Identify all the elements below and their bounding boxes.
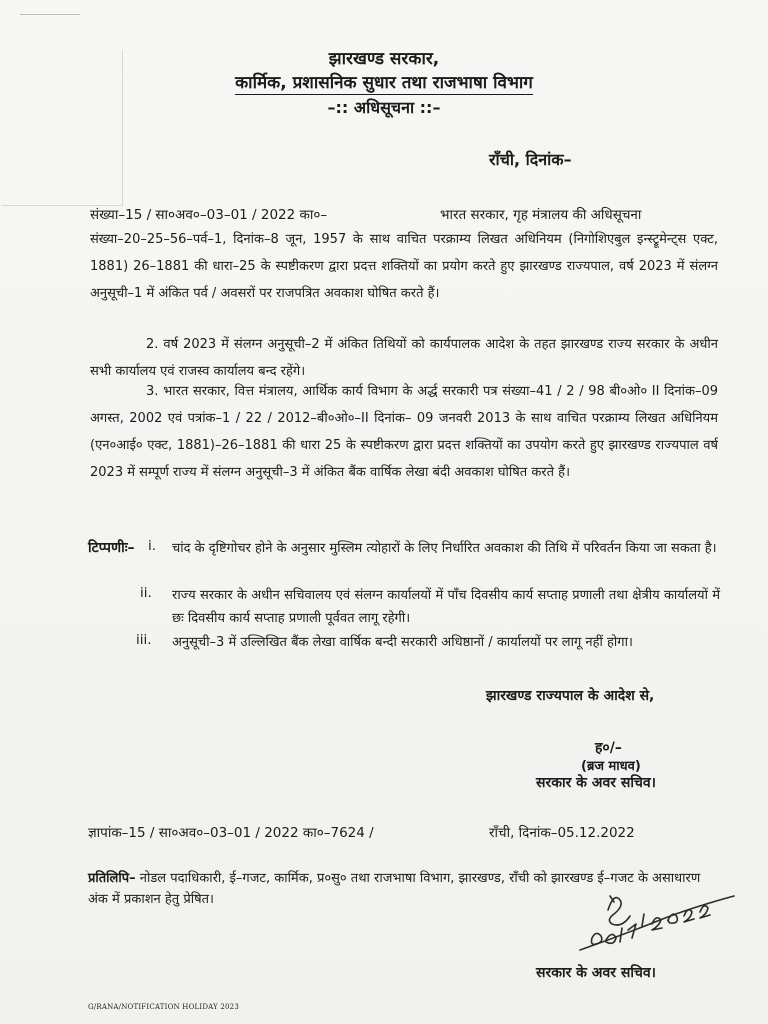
note-number: ii. <box>140 585 152 601</box>
handwritten-signature-icon <box>570 880 750 960</box>
reference-number: संख्या–15 / सा०अव०–03–01 / 2022 का०– <box>90 207 328 223</box>
memo-date: राँची, दिनांक–05.12.2022 <box>489 825 635 841</box>
place-date: राँची, दिनांक– <box>489 150 572 169</box>
note-text: चांद के दृष्टिगोचर होने के अनुसार मुस्लिम त्योहारों के लिए निर्धारित अवकाश की तिथि में परिवर्तन किया जा सकता है। <box>172 541 717 556</box>
memo-number: ज्ञापांक–15 / सा०अव०–03–01 / 2022 का०–7624 / <box>88 825 374 841</box>
notes-label: टिप्पणीः– <box>88 540 135 556</box>
signatory-designation: सरकार के अवर सचिव। <box>536 775 656 791</box>
scan-mark <box>20 14 80 15</box>
note-number: i. <box>148 538 157 554</box>
footer-designation: सरकार के अवर सचिव। <box>536 965 656 981</box>
signatory-name: (ब्रज माधव) <box>581 759 641 774</box>
note-number: iii. <box>136 632 152 648</box>
file-reference: G/RANA/NOTIFICATION HOLIDAY 2023 <box>88 1003 239 1011</box>
department-title-text: कार्मिक, प्रशासनिक सुधार तथा राजभाषा विभाग <box>235 73 533 93</box>
copy-label: प्रतिलिपि– <box>88 871 136 886</box>
reference-lead: भारत सरकार, गृह मंत्रालय की अधिसूचना <box>440 207 642 223</box>
order-line: झारखण्ड राज्यपाल के आदेश से, <box>486 688 655 704</box>
paragraph-3: 3. भारत सरकार, वित्त मंत्रालय, आर्थिक कार्य विभाग के अर्द्ध सरकारी पत्र संख्या–41 / 2 / 98 बी०ओ० II दिनांक–09 अगस्त, 2002 एवं पत्रांक–1 / 22 / 2012–बी०ओ०–II दिनांक– 09 जनवरी 2013 के साथ वाचित परक्राम्य लिखत अधिनियम (एन०आई० एक्ट, 1881)–26–1881 की धारा 25 के स्पष्टीकरण द्वारा प्रदत्त शक्तियों का उपयोग करते हुए झारखण्ड राज्यपाल वर्ष 2023 में सम्पूर्ण राज्य में संलग्न अनुसूची–3 में अंकित बैंक वार्षिक लेखा बंदी अवकाश घोषित करते हैं। <box>90 384 718 480</box>
paragraph-2: 2. वर्ष 2023 में संलग्न अनुसूची–2 में अंकित तिथियों को कार्यपालक आदेश के तहत झारखण्ड राज्य सरकार के अधीन सभी कार्यालय एवं राजस्व कार्यालय बन्द रहेंगे। <box>90 337 718 379</box>
signed-mark: ह०/– <box>595 740 622 756</box>
note-text: अनुसूची–3 में उल्लिखित बैंक लेखा वार्षिक बन्दी सरकारी अधिष्ठानों / कार्यालयों पर लागू नहीं होगा। <box>172 635 633 650</box>
copy-text: नोडल पदाधिकारी, ई–गजट, कार्मिक, प्र०सु० तथा राजभाषा विभाग, झारखण्ड, राँची को झारखण्ड ई–गजट के असाधारण अंक में प्रकाशन हेतु प्रेषित। <box>88 871 701 907</box>
note-text: राज्य सरकार के अधीन सचिवालय एवं संलग्न कार्यालयों में पाँच दिवसीय कार्य सप्ताह प्रणाली तथा क्षेत्रीय कार्यालयों में छः दिवसीय कार्य सप्ताह प्रणाली पूर्ववत लागू रहेगी। <box>172 588 720 626</box>
department-title <box>0 70 768 93</box>
paragraph-1: संख्या–20–25–56–पर्व–1, दिनांक–8 जून, 1957 के साथ वाचित परक्राम्य लिखत अधिनियम (निगोशिएबुल इन्स्ट्रूमेन्ट्स एक्ट, 1881) 26–1881 की धारा–25 के स्पष्टीकरण द्वारा प्रदत्त शक्तियों का प्रयोग करते हुए झारखण्ड राज्यपाल, वर्ष 2023 में संलग्न अनुसूची–1 में अंकित पर्व / अवसरों पर राजपत्रित अवकाश घोषित करते हैं। <box>90 232 718 301</box>
notification-heading: –:: अधिसूचना ::– <box>327 98 441 117</box>
government-title: झारखण्ड सरकार, <box>328 49 440 69</box>
